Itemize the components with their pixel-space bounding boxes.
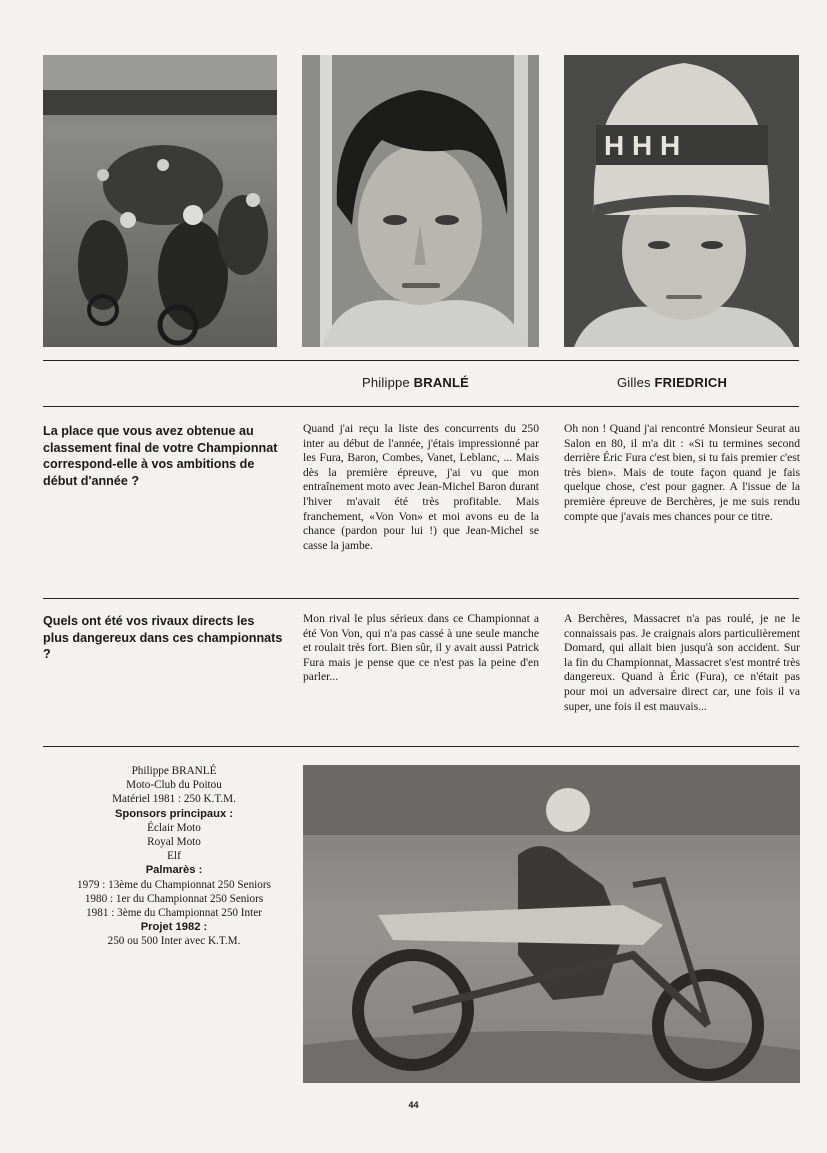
rider-action-photo (303, 765, 800, 1083)
header-first-name: Philippe (362, 375, 410, 390)
page-number: 44 (408, 1100, 419, 1110)
divider-mid (43, 598, 799, 599)
header-first-name: Gilles (617, 375, 651, 390)
bio-name: Philippe BRANLÉ (131, 765, 217, 777)
header-gilles-friedrich (617, 375, 727, 390)
motocross-pack-photo (43, 55, 277, 347)
bio-palmares-item: 1981 : 3ème du Championnat 250 Inter (86, 907, 262, 920)
answer-2-friedrich: A Berchères, Massacret n'a pas roulé, je ne le connaissais pas. Je craignais alors particulièrement Domard, qui allait bien jusqu'à son accident. Sur la fin du Championnat, Massacret s'est montré très dangereux. Quand à Éric (Fura), ce n'était pas pour moi un adversaire direct car, une fois il va super, une fois il est mauvais... (564, 612, 800, 713)
bio-palmares-item: 1980 : 1er du Championnat 250 Seniors (84, 892, 264, 905)
divider-bottom (43, 746, 799, 747)
question-1: La place que vous avez obtenue au classement final de votre Championnat correspond-elle à vos ambitions de début d'année ? (43, 424, 278, 488)
bio-material: Matériel 1981 : 250 K.T.M. (112, 793, 236, 806)
svg-text:H H H: H H H (604, 130, 681, 161)
rider-bio (60, 764, 288, 949)
gilles-friedrich-portrait (564, 55, 799, 347)
question-2: Quels ont été vos rivaux directs les plus dangereux dans ces championnats ? (43, 614, 283, 661)
philippe-branle-portrait (302, 55, 539, 347)
answer-2-branle: Mon rival le plus sérieux dans ce Championnat a été Von Von, qui n'a pas cassé à une seule manche et roulait très fort. Bien sûr, il y avait aussi Patrick Fura mais je pense que ce n'est pas la peine d'en parler... (303, 612, 539, 684)
bio-project: 250 ou 500 Inter avec K.T.M. (107, 935, 241, 948)
bio-sponsor: Éclair Moto (147, 821, 201, 834)
header-philippe-branle (362, 375, 469, 390)
bio-sponsor: Royal Moto (147, 836, 201, 849)
bio-palmares-item: 1979 : 13ème du Championnat 250 Seniors (77, 878, 271, 891)
answer-1-branle: Quand j'ai reçu la liste des concurrents du 250 inter au début de l'année, j'étais impressionné par les Fura, Baron, Combes, Vanet, Leblanc, ... Mais dès la première épreuve, j'ai vu que mon entraînement moto avec Jean-Michel Baron durant l'hiver m'avait été très profitable. Mais franchement, «Von Von» et moi avons eu de la chance (pardon pour lui !) que Jean-Michel se casse la jambe. (303, 422, 539, 552)
bio-sponsor: Elf (167, 850, 181, 863)
divider-header (43, 406, 799, 407)
header-last-name: BRANLÉ (413, 375, 470, 390)
divider-top (43, 360, 799, 361)
bio-club: Moto-Club du Poitou (126, 779, 222, 792)
answer-1-friedrich: Oh non ! Quand j'ai rencontré Monsieur Seurat au Salon en 80, il m'a dit : «Si tu termines second derrière Éric Fura c'est bien, si tu fais premier c'est très bien». Mais de toute façon quand je fais quelque chose, c'est pour gagner. A l'issue de la première épreuve de Berchères, je me suis rendu compte que j'avais mes chances pour ce titre. (564, 422, 800, 523)
bio-sponsors-title: Sponsors principaux : (114, 807, 234, 820)
bio-project-title: Projet 1982 : (140, 921, 208, 934)
header-last-name: FRIEDRICH (654, 375, 728, 390)
bio-palmares-title: Palmarès : (145, 864, 203, 877)
